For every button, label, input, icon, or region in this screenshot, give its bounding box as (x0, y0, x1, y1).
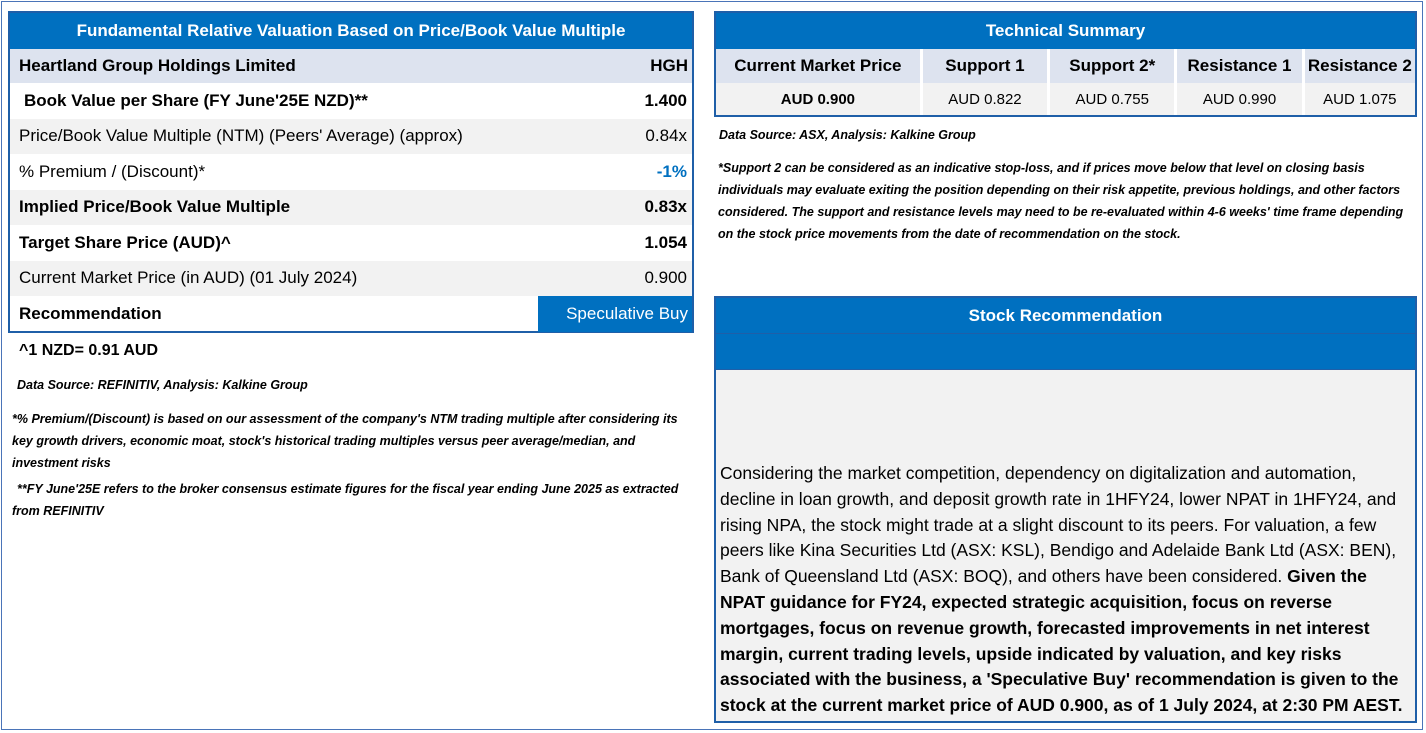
row-value: -1% (656, 161, 687, 181)
technical-summary-table (714, 11, 1417, 117)
table-row (10, 190, 692, 226)
valuation-source: Data Source: REFINITIV, Analysis: Kalkine Group (17, 378, 308, 392)
row-label: Target Share Price (AUD)^ (19, 232, 231, 252)
ticker: HGH (650, 56, 688, 75)
column-value: AUD 0.900 (716, 83, 920, 115)
recommendation-badge: Speculative Buy (538, 296, 692, 332)
column-header: Current Market Price (716, 49, 920, 83)
table-row (10, 296, 692, 332)
row-value: 0.900 (644, 268, 687, 288)
table-row (10, 83, 692, 119)
column-header: Support 1 (923, 49, 1047, 83)
row-label: Book Value per Share (FY June'25E NZD)** (24, 90, 368, 110)
row-label: Recommendation (19, 304, 162, 323)
valuation-table (8, 11, 694, 333)
stock-recommendation-box (714, 296, 1417, 723)
column-value: AUD 0.990 (1177, 83, 1301, 115)
table-column (923, 49, 1050, 115)
table-row (10, 154, 692, 190)
row-label: % Premium / (Discount)* (19, 161, 206, 181)
row-label: Implied Price/Book Value Multiple (19, 197, 291, 217)
technical-grid (716, 49, 1415, 115)
table-row (10, 225, 692, 261)
technical-source: Data Source: ASX, Analysis: Kalkine Group (719, 128, 976, 142)
technical-title: Technical Summary (716, 13, 1415, 49)
table-row (10, 119, 692, 155)
recommendation-text-regular: Considering the market competition, dependency on digitalization and automation, decline in loan growth, and deposit growth rate in 1HFY24, lower NPAT in 1HFY24, and rising NPA, the stock might trade at a slight discount to its peers. For valuation, a few peers like Kina Securities Ltd (ASX: KSL), Bendigo and Adelaide Bank Ltd (ASX: BEN), Bank of Queensland Ltd (ASX: BOQ), and others have been considered. (720, 463, 1397, 587)
valuation-title: Fundamental Relative Valuation Based on Price/Book Value Multiple (10, 13, 692, 49)
row-value: 1.054 (644, 232, 687, 252)
table-column (1177, 49, 1304, 115)
recommendation-title: Stock Recommendation (716, 298, 1415, 334)
premium-footnote: *% Premium/(Discount) is based on our assessment of the company's NTM trading multiple after considering its key growth drivers, economic moat, stock's historical trading multiples versus peer average/median, and investment risks (12, 412, 678, 470)
table-column (1305, 49, 1415, 115)
support-footnote: *Support 2 can be considered as an indicative stop-loss, and if prices move below that level on closing basis individuals may evaluate exiting the position depending on their risk appetite, previous holdings, and other factors considered. The support and resistance levels may need to be re-evaluated within 4-6 weeks' time frame depending on the stock price movements from the date of recommendation on the stock. (718, 161, 1404, 241)
row-label: Current Market Price (in AUD) (01 July 2024) (19, 268, 358, 288)
recommendation-text-bold: Given the NPAT guidance for FY24, expected strategic acquisition, focus on reverse mortgages, focus on revenue growth, forecasted improvements in net interest margin, current trading levels, upside indicated by valuation, and key risks associated with the business, a 'Speculative Buy' recommendation is given to the stock at the current market price of AUD 0.900, as of 1 July 2024, at 2:30 PM AEST. (720, 566, 1403, 716)
column-header: Support 2* (1050, 49, 1174, 83)
row-value: 0.84x (645, 126, 687, 146)
recommendation-text (720, 461, 1411, 719)
column-header: Resistance 2 (1305, 49, 1415, 83)
column-value: AUD 1.075 (1305, 83, 1415, 115)
column-value: AUD 0.755 (1050, 83, 1174, 115)
recommendation-band (716, 334, 1415, 370)
table-column (716, 49, 923, 115)
row-label: Price/Book Value Multiple (NTM) (Peers' Average) (approx) (19, 126, 463, 146)
column-header: Resistance 1 (1177, 49, 1301, 83)
column-value: AUD 0.822 (923, 83, 1047, 115)
fx-note: ^1 NZD= 0.91 AUD (19, 342, 159, 359)
row-value: 1.400 (644, 90, 687, 110)
table-column (1050, 49, 1177, 115)
row-value: 0.83x (644, 197, 687, 217)
company-header-row (10, 49, 692, 83)
table-row (10, 261, 692, 297)
fy-footnote: **FY June'25E refers to the broker consensus estimate figures for the fiscal year ending June 2025 as extracted from REFINITIV (12, 482, 679, 518)
company-name: Heartland Group Holdings Limited (19, 56, 296, 75)
